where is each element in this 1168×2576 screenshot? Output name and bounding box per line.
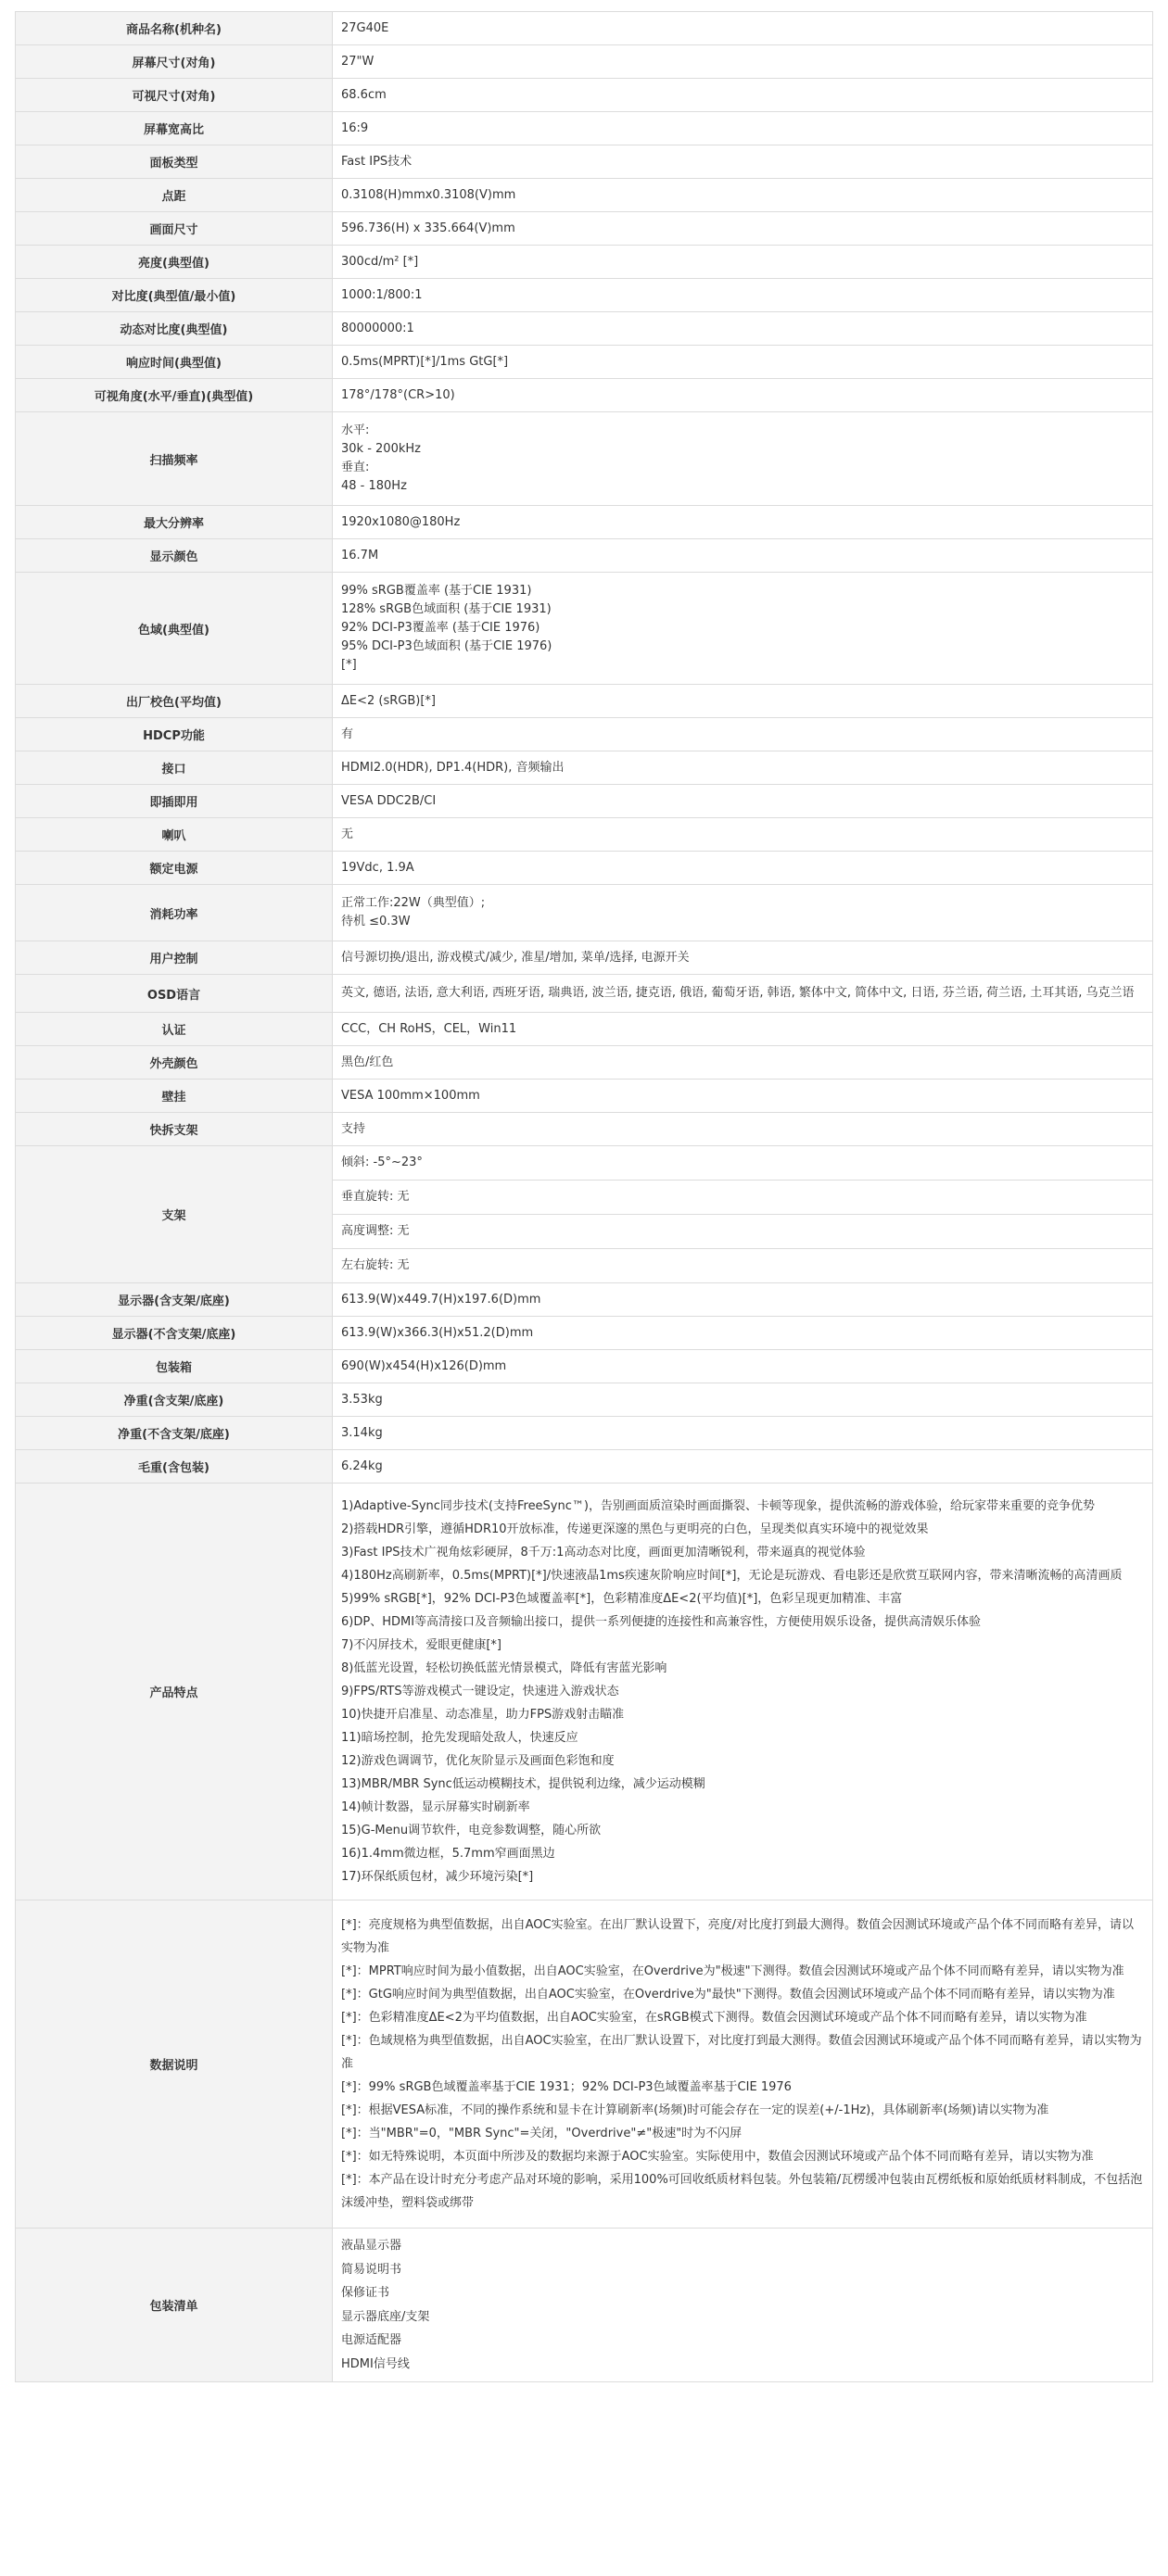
spec-value: 无 <box>333 818 1153 852</box>
spec-row-speakers <box>16 818 1153 852</box>
spec-label: 显示器(含支架/底座) <box>16 1283 333 1317</box>
spec-row-contrast <box>16 279 1153 312</box>
spec-label: 亮度(典型值) <box>16 246 333 279</box>
spec-value: 信号源切换/退出, 游戏模式/减少, 准星/增加, 菜单/选择, 电源开关 <box>333 941 1153 975</box>
note-line: [*]：当"MBR"=0，"MBR Sync"=关闭，"Overdrive"≠"极速"时为不闪屏 <box>341 2127 743 2140</box>
package-item: HDMI信号线 <box>341 2356 410 2371</box>
note-line: [*]：GtG响应时间为典型值数据，出自AOC实验室，在Overdrive为"最快"下测得。数值会因测试环境或产品个体不同而略有差异，请以实物为准 <box>341 1988 1115 2001</box>
spec-table <box>15 11 1153 2382</box>
spec-label: 对比度(典型值/最小值) <box>16 279 333 312</box>
spec-row-gross-weight <box>16 1450 1153 1484</box>
note-line: [*]：MPRT响应时间为最小值数据，出自AOC实验室，在Overdrive为"极速"下测得。数值会因测试环境或产品个体不同而略有差异，请以实物为准 <box>341 1964 1124 1978</box>
spec-row-power-consumption <box>16 885 1153 941</box>
spec-value <box>333 412 1153 506</box>
spec-row-display-colors <box>16 539 1153 573</box>
spec-value: 80000000:1 <box>333 312 1153 346</box>
spec-value: 596.736(H) x 335.664(V)mm <box>333 212 1153 246</box>
spec-label: 额定电源 <box>16 852 333 885</box>
spec-value: 690(W)x454(H)x126(D)mm <box>333 1350 1153 1383</box>
spec-value: 68.6cm <box>333 79 1153 112</box>
feature-line: 6)DP、HDMI等高清接口及音频输出接口，提供一系列便捷的连接性和高兼容性，方便使用娱乐设备，提供高清娱乐体验 <box>341 1615 982 1629</box>
note-line: [*]：亮度规格为典型值数据，出自AOC实验室。在出厂默认设置下，亮度/对比度打到最大测得。数值会因测试环境或产品个体不同而略有差异，请以实物为准 <box>341 1918 1134 1955</box>
spec-row-scan-frequency <box>16 412 1153 506</box>
spec-row-cabinet-color <box>16 1046 1153 1080</box>
spec-value: 黑色/红色 <box>333 1046 1153 1080</box>
spec-label: 包装清单 <box>16 2229 333 2382</box>
spec-row-power-rating <box>16 852 1153 885</box>
spec-value: 16:9 <box>333 112 1153 145</box>
spec-row-brightness <box>16 246 1153 279</box>
spec-label: 扫描频率 <box>16 412 333 506</box>
spec-line: 垂直: <box>341 461 370 474</box>
note-line: [*]：色彩精准度ΔE<2为平均值数据，出自AOC实验室，在sRGB模式下测得。数值会因测试环境或产品个体不同而略有差异，请以实物为准 <box>341 2011 1087 2025</box>
spec-row-max-resolution <box>16 506 1153 539</box>
spec-row-certifications <box>16 1013 1153 1046</box>
spec-row-screen-size <box>16 45 1153 79</box>
spec-row-features <box>16 1484 1153 1900</box>
spec-label: 显示颜色 <box>16 539 333 573</box>
spec-label: 动态对比度(典型值) <box>16 312 333 346</box>
spec-value <box>333 1484 1153 1900</box>
spec-line: [*] <box>341 658 357 672</box>
package-item: 显示器底座/支架 <box>341 2309 430 2324</box>
spec-label: 包装箱 <box>16 1350 333 1383</box>
package-item: 电源适配器 <box>341 2333 402 2347</box>
spec-value: 27G40E <box>333 12 1153 45</box>
spec-label: 净重(不含支架/底座) <box>16 1417 333 1450</box>
spec-value <box>333 885 1153 941</box>
note-line: [*]：如无特殊说明，本页面中所涉及的数据均来源于AOC实验室。实际使用中，数值会因测试环境或产品个体不同而略有差异，请以实物为准 <box>341 2150 1094 2164</box>
spec-value: 27"W <box>333 45 1153 79</box>
spec-value: Fast IPS技术 <box>333 145 1153 179</box>
spec-row-dim-with-stand <box>16 1283 1153 1317</box>
spec-line: 128% sRGB色域面积 (基于CIE 1931) <box>341 602 552 616</box>
spec-value: 178°/178°(CR>10) <box>333 379 1153 412</box>
spec-value: 英文, 德语, 法语, 意大利语, 西班牙语, 瑞典语, 波兰语, 捷克语, 俄语, 葡萄牙语, 韩语, 繁体中文, 简体中文, 日语, 芬兰语, 荷兰语, 土耳其语, 乌克兰语 <box>333 975 1153 1013</box>
spec-row-data-notes <box>16 1900 1153 2229</box>
spec-label: 响应时间(典型值) <box>16 346 333 379</box>
spec-label: 画面尺寸 <box>16 212 333 246</box>
spec-label: 消耗功率 <box>16 885 333 941</box>
spec-value: 300cd/m² [*] <box>333 246 1153 279</box>
spec-label: 接口 <box>16 751 333 785</box>
spec-value: 613.9(W)x449.7(H)x197.6(D)mm <box>333 1283 1153 1317</box>
package-item: 简易说明书 <box>341 2262 402 2277</box>
spec-value: 3.53kg <box>333 1383 1153 1417</box>
spec-label: 喇叭 <box>16 818 333 852</box>
feature-line: 16)1.4mm微边框，5.7mm窄画面黑边 <box>341 1847 555 1861</box>
spec-value: VESA DDC2B/CI <box>333 785 1153 818</box>
spec-value: 0.5ms(MPRT)[*]/1ms GtG[*] <box>333 346 1153 379</box>
spec-row-net-with-stand <box>16 1383 1153 1417</box>
spec-label: 外壳颜色 <box>16 1046 333 1080</box>
package-item: 保修证书 <box>341 2286 390 2300</box>
spec-value: 6.24kg <box>333 1450 1153 1484</box>
spec-row-net-without-stand <box>16 1417 1153 1450</box>
spec-value <box>333 2229 1153 2382</box>
spec-label: 显示器(不含支架/底座) <box>16 1317 333 1350</box>
spec-line: 正常工作:22W（典型值）; <box>341 896 486 910</box>
spec-row-box-dim <box>16 1350 1153 1383</box>
spec-label: 即插即用 <box>16 785 333 818</box>
spec-label: 屏幕宽高比 <box>16 112 333 145</box>
feature-line: 17)环保纸质包材，减少环境污染[*] <box>341 1870 534 1884</box>
spec-value <box>333 1146 1153 1283</box>
spec-label: 可视角度(水平/垂直)(典型值) <box>16 379 333 412</box>
spec-label: 净重(含支架/底座) <box>16 1383 333 1417</box>
feature-line: 10)快捷开启准星、动态准星，助力FPS游戏射击瞄准 <box>341 1708 625 1722</box>
feature-line: 11)暗场控制，抢先发现暗处敌人，快速反应 <box>341 1731 578 1745</box>
spec-value: VESA 100mm×100mm <box>333 1080 1153 1113</box>
spec-label: 认证 <box>16 1013 333 1046</box>
spec-label: 支架 <box>16 1146 333 1283</box>
spec-line: 95% DCI-P3色域面积 (基于CIE 1976) <box>341 639 552 653</box>
spec-label: 用户控制 <box>16 941 333 975</box>
spec-row-quick-release <box>16 1113 1153 1146</box>
spec-label: HDCP功能 <box>16 718 333 751</box>
spec-label: OSD语言 <box>16 975 333 1013</box>
spec-value <box>333 1900 1153 2229</box>
feature-line: 3)Fast IPS技术广视角炫彩硬屏，8千万:1高动态对比度，画面更加清晰锐利，带来逼真的视觉体验 <box>341 1546 866 1559</box>
spec-row-stand <box>16 1146 1153 1283</box>
spec-row-active-area <box>16 212 1153 246</box>
spec-row-model <box>16 12 1153 45</box>
stand-height: 高度调整: 无 <box>333 1215 1152 1249</box>
spec-line: 水平: <box>341 423 370 437</box>
feature-line: 15)G-Menu调节软件，电竞参数调整，随心所欲 <box>341 1824 602 1837</box>
note-line: [*]：色域规格为典型值数据，出自AOC实验室，在出厂默认设置下，对比度打到最大测得。数值会因测试环境或产品个体不同而略有差异，请以实物为准 <box>341 2034 1142 2071</box>
spec-row-plug-and-play <box>16 785 1153 818</box>
spec-label: 可视尺寸(对角) <box>16 79 333 112</box>
spec-line: 99% sRGB覆盖率 (基于CIE 1931) <box>341 584 532 598</box>
spec-line: 30k - 200kHz <box>341 442 421 456</box>
note-line: [*]：99% sRGB色域覆盖率基于CIE 1931；92% DCI-P3色域覆盖率基于CIE 1976 <box>341 2080 792 2094</box>
spec-label: 快拆支架 <box>16 1113 333 1146</box>
feature-line: 2)搭载HDR引擎，遵循HDR10开放标准，传递更深邃的黑色与更明亮的白色，呈现类似真实环境中的视觉效果 <box>341 1522 929 1536</box>
stand-tilt: 倾斜: -5°~23° <box>333 1146 1152 1181</box>
spec-row-hdcp <box>16 718 1153 751</box>
spec-value: ΔE<2 (sRGB)[*] <box>333 685 1153 718</box>
feature-line: 9)FPS/RTS等游戏模式一键设定，快速进入游戏状态 <box>341 1685 619 1698</box>
spec-value: HDMI2.0(HDR), DP1.4(HDR), 音频输出 <box>333 751 1153 785</box>
spec-value: 0.3108(H)mmx0.3108(V)mm <box>333 179 1153 212</box>
spec-value: 1000:1/800:1 <box>333 279 1153 312</box>
spec-label: 壁挂 <box>16 1080 333 1113</box>
spec-value <box>333 573 1153 685</box>
spec-line: 待机 ≤0.3W <box>341 915 411 928</box>
spec-row-wall-mount <box>16 1080 1153 1113</box>
feature-line: 4)180Hz高刷新率，0.5ms(MPRT)[*]/快速液晶1ms疾速灰阶响应时间[*]，无论是玩游戏、看电影还是欣赏互联网内容，带来清晰流畅的高清画质 <box>341 1569 1123 1583</box>
feature-line: 8)低蓝光设置，轻松切换低蓝光情景模式，降低有害蓝光影响 <box>341 1661 667 1675</box>
spec-line: 92% DCI-P3覆盖率 (基于CIE 1976) <box>341 621 540 635</box>
stand-swivel: 左右旋转: 无 <box>341 1258 410 1272</box>
spec-row-dim-without-stand <box>16 1317 1153 1350</box>
spec-value: 有 <box>333 718 1153 751</box>
feature-line: 14)帧计数器，显示屏幕实时刷新率 <box>341 1800 530 1814</box>
feature-line: 13)MBR/MBR Sync低运动模糊技术，提供锐利边缘，减少运动模糊 <box>341 1777 705 1791</box>
spec-line: 48 - 180Hz <box>341 479 407 493</box>
feature-line: 5)99% sRGB[*]，92% DCI-P3色域覆盖率[*]，色彩精准度ΔE<2(平均值)[*]，色彩呈现更加精准、丰富 <box>341 1592 903 1606</box>
spec-row-panel-type <box>16 145 1153 179</box>
spec-row-color-gamut <box>16 573 1153 685</box>
feature-line: 7)不闪屏技术，爱眼更健康[*] <box>341 1638 501 1652</box>
spec-row-viewing-angle <box>16 379 1153 412</box>
spec-row-user-controls <box>16 941 1153 975</box>
spec-value: CCC，CH RoHS，CEL，Win11 <box>333 1013 1153 1046</box>
note-line: [*]：根据VESA标准，不同的操作系统和显卡在计算刷新率(场频)时可能会存在一定的误差(+/-1Hz)，具体刷新率(场频)请以实物为准 <box>341 2103 1049 2117</box>
spec-row-package-contents <box>16 2229 1153 2382</box>
spec-label: 出厂校色(平均值) <box>16 685 333 718</box>
spec-row-dynamic-contrast <box>16 312 1153 346</box>
spec-value: 19Vdc, 1.9A <box>333 852 1153 885</box>
spec-label: 最大分辨率 <box>16 506 333 539</box>
stand-pivot: 垂直旋转: 无 <box>333 1181 1152 1215</box>
spec-label: 商品名称(机种名) <box>16 12 333 45</box>
spec-row-response-time <box>16 346 1153 379</box>
spec-value: 3.14kg <box>333 1417 1153 1450</box>
spec-row-pixel-pitch <box>16 179 1153 212</box>
feature-line: 1)Adaptive-Sync同步技术(支持FreeSync™)，告别画面质渲染时画面撕裂、卡顿等现象，提供流畅的游戏体验，给玩家带来重要的竞争优势 <box>341 1499 1095 1513</box>
spec-value: 支持 <box>333 1113 1153 1146</box>
spec-label: 点距 <box>16 179 333 212</box>
package-item: 液晶显示器 <box>341 2239 402 2253</box>
spec-label: 色域(典型值) <box>16 573 333 685</box>
spec-row-viewable-size <box>16 79 1153 112</box>
spec-row-ports <box>16 751 1153 785</box>
spec-row-osd-languages <box>16 975 1153 1013</box>
note-line: [*]：本产品在设计时充分考虑产品对环境的影响，采用100%可回收纸质材料包装。外包装箱/瓦楞缓冲包装由瓦楞纸板和原始纸质材料制成，不包括泡沫缓冲垫，塑料袋或绑带 <box>341 2173 1143 2210</box>
spec-value: 1920x1080@180Hz <box>333 506 1153 539</box>
spec-label: 毛重(含包装) <box>16 1450 333 1484</box>
spec-row-aspect-ratio <box>16 112 1153 145</box>
spec-label: 面板类型 <box>16 145 333 179</box>
spec-row-factory-calibration <box>16 685 1153 718</box>
spec-label: 屏幕尺寸(对角) <box>16 45 333 79</box>
spec-value: 613.9(W)x366.3(H)x51.2(D)mm <box>333 1317 1153 1350</box>
spec-label: 产品特点 <box>16 1484 333 1900</box>
feature-line: 12)游戏色调调节，优化灰阶显示及画面色彩饱和度 <box>341 1754 615 1768</box>
spec-label: 数据说明 <box>16 1900 333 2229</box>
spec-value: 16.7M <box>333 539 1153 573</box>
